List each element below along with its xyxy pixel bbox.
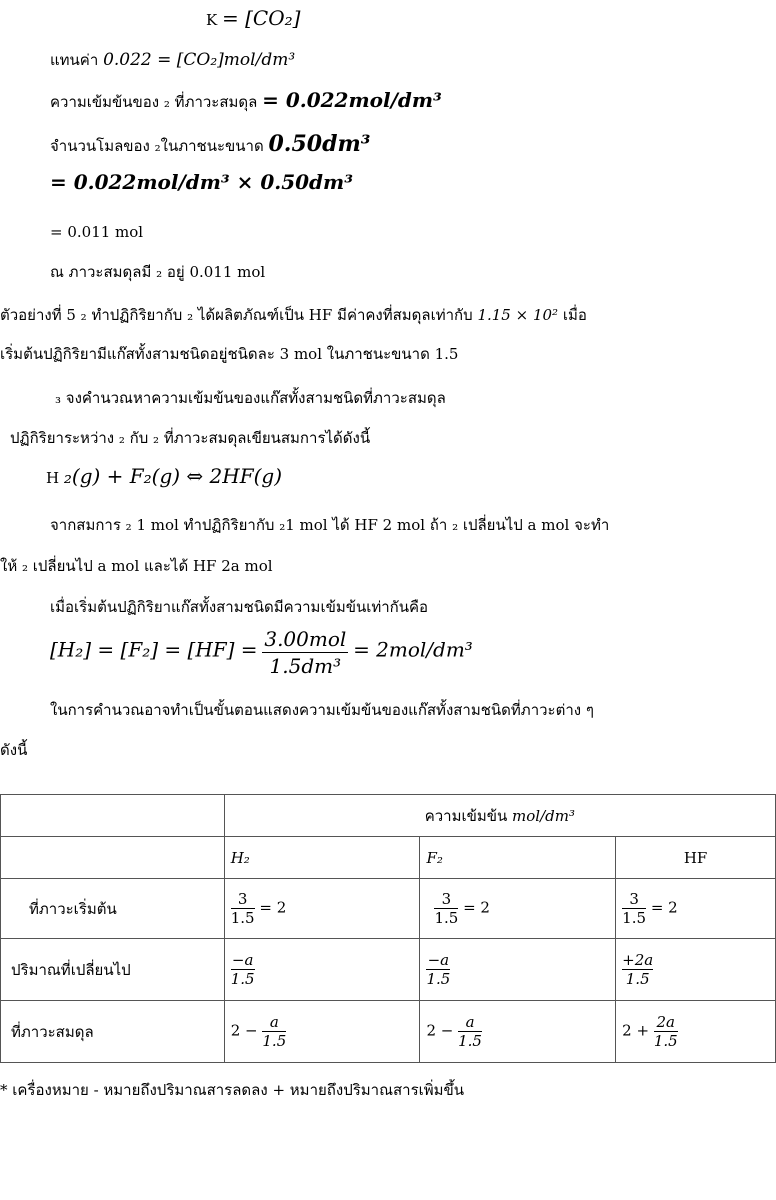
denominator: 1.5: [230, 909, 255, 927]
line-substitute: [50, 50, 295, 70]
substitute-label: แทนค่า: [50, 51, 99, 69]
line-example-5: [0, 305, 587, 325]
column-f2: F₂: [420, 837, 616, 879]
line-reaction-intro: [10, 428, 370, 448]
table-header-cell: [224, 795, 775, 837]
question-text: ₃ จงคำนวณหาความเข้มข้นของแก๊สทั้งสามชนิดที่ภาวะสมดุล: [55, 389, 446, 407]
numerator: a: [269, 1013, 279, 1031]
example-5-text: ตัวอย่างที่ 5 ₂ ทำปฏิกิริยากับ ₂ ได้ผลิตภัณฑ์เป็น HF มีค่าคงที่สมดุลเท่ากับ: [0, 306, 473, 324]
fraction: [262, 1013, 286, 1050]
stoichiometry-cont-text: ให้ ₂ เปลี่ยนไป a mol และได้ HF 2a mol: [0, 557, 273, 575]
line-calculation-intro: [50, 700, 594, 720]
row-change-label: ปริมาณที่เปลี่ยนไป: [1, 939, 225, 1001]
numerator: 3: [629, 890, 639, 908]
table-row-initial: [1, 879, 776, 939]
header-text: ความเข้มข้น: [424, 806, 508, 825]
stoichiometry-text: จากสมการ ₂ 1 mol ทำปฏิกิริยากับ ₂1 mol ได้ HF 2 mol ถ้า ₂ เปลี่ยนไป a mol จะทำ: [50, 516, 610, 534]
cell-change-h2: [224, 939, 420, 1001]
eq-conc-label: ความเข้มข้นของ ₂ ที่ภาวะสมดุล: [50, 93, 258, 111]
cell-equilibrium-h2: [224, 1001, 420, 1063]
moles-calc-formula: = 0.022mol/dm³ × 0.50dm³: [50, 170, 353, 194]
line-stoichiometry-cont: [0, 556, 273, 576]
example-5-tail: เมื่อ: [562, 306, 587, 324]
line-k-expression: [206, 8, 300, 30]
denominator: 1.5: [622, 909, 647, 927]
numerator: 3: [237, 890, 248, 908]
reaction-equation: ₂(g) + F₂(g) ⇔ 2HF(g): [63, 464, 282, 488]
row-equilibrium-label: ที่ภาวะสมดุล: [1, 1001, 225, 1063]
line-moles-calc: [50, 172, 353, 194]
line-stoichiometry: [50, 515, 609, 535]
denominator: 1.5: [458, 1032, 482, 1050]
cell-change-f2: [420, 939, 616, 1001]
cell-equilibrium-hf: [616, 1001, 776, 1063]
prefix: 2 +: [622, 1021, 650, 1040]
numerator: +2a: [622, 951, 654, 969]
footnote: [0, 1080, 464, 1100]
column-hf: HF: [616, 837, 776, 879]
fraction: [654, 1013, 678, 1050]
eq-conc-value: = 0.022mol/dm³: [262, 88, 442, 112]
fraction-denominator: 1.5dm³: [262, 652, 348, 679]
denominator: 1.5: [622, 969, 653, 988]
equals-value: = 2: [259, 898, 287, 917]
line-equilibrium-concentration: [50, 90, 442, 112]
fraction: [458, 1013, 482, 1050]
row-initial-label: ที่ภาวะเริ่มต้น: [1, 879, 225, 939]
h-symbol: H: [46, 469, 60, 487]
numerator: −a: [427, 951, 450, 969]
initial-conc-rhs: = 2mol/dm³: [353, 637, 473, 662]
k-value: 1.15 × 10²: [477, 306, 559, 324]
cell-change-hf: [616, 939, 776, 1001]
substitute-formula: 0.022 = [CO₂]mol/dm³: [103, 50, 296, 70]
table-empty-cell: [1, 837, 225, 879]
table-species-row: [1, 837, 776, 879]
line-initial-condition: [0, 344, 458, 364]
table-row-change: [1, 939, 776, 1001]
equals-value: = 2: [650, 898, 678, 917]
k-formula: = [CO₂]: [222, 6, 301, 30]
fraction: [426, 951, 450, 988]
concentration-table: [0, 794, 776, 1063]
line-moles-result: [50, 222, 143, 242]
line-equilibrium-moles: [50, 262, 265, 282]
fraction-numerator: 3.00mol: [264, 627, 347, 651]
cell-initial-f2: [420, 879, 616, 939]
cell-equilibrium-f2: [420, 1001, 616, 1063]
moles-label: จำนวนโมลของ ₂ในภาชนะขนาด: [50, 137, 264, 155]
column-h2: H₂: [224, 837, 420, 879]
calculation-intro-text: ในการคำนวณอาจทำเป็นขั้นตอนแสดงความเข้มข้นของแก๊สทั้งสามชนิดที่ภาวะต่าง ๆ: [50, 701, 594, 719]
numerator: 3: [441, 890, 452, 908]
reaction-intro-text: ปฏิกิริยาระหว่าง ₂ กับ ₂ ที่ภาวะสมดุลเขียนสมการได้ดังนี้: [10, 429, 371, 447]
line-reaction-equation: [46, 466, 282, 488]
table-corner-cell: [1, 795, 225, 837]
equilibrium-moles-text: ณ ภาวะสมดุลมี ₂ อยู่ 0.011 mol: [50, 263, 266, 281]
cell-initial-hf: [616, 879, 776, 939]
moles-result: = 0.011 mol: [50, 223, 144, 241]
prefix: 2 −: [426, 1021, 454, 1040]
line-moles-in-vessel: [50, 131, 371, 157]
fraction: [231, 890, 255, 927]
as-follows-text: ดังนี้: [0, 741, 28, 759]
numerator: 2a: [656, 1013, 676, 1031]
denominator: 1.5: [653, 1032, 678, 1050]
prefix: 2 −: [230, 1021, 258, 1040]
fraction: [231, 951, 255, 988]
numerator: a: [465, 1013, 475, 1031]
denominator: 1.5: [230, 970, 255, 988]
fraction: [622, 890, 646, 927]
numerator: −a: [231, 951, 254, 969]
line-initial-equal: [50, 597, 428, 617]
initial-conc-fraction: [262, 626, 348, 679]
k-symbol: K: [206, 11, 218, 29]
header-unit: mol/dm³: [512, 806, 575, 825]
denominator: 1.5: [426, 970, 451, 988]
fraction: [622, 951, 653, 988]
denominator: 1.5: [434, 909, 459, 927]
footnote-text: * เครื่องหมาย - หมายถึงปริมาณสารลดลง + หมายถึงปริมาณสารเพิ่มขึ้น: [0, 1081, 465, 1099]
fraction: [434, 890, 458, 927]
denominator: 1.5: [262, 1032, 287, 1050]
initial-condition-text: เริ่มต้นปฏิกิริยามีแก๊สทั้งสามชนิดอยู่ชนิดละ 3 mol ในภาชนะขนาด 1.5: [0, 345, 459, 363]
table-row-equilibrium: [1, 1001, 776, 1063]
equals-value: = 2: [463, 898, 490, 917]
table-header-row: [1, 795, 776, 837]
line-as-follows: [0, 740, 27, 760]
line-question: [55, 388, 446, 408]
vessel-volume: 0.50dm³: [268, 131, 371, 157]
initial-equal-text: เมื่อเริ่มต้นปฏิกิริยาแก๊สทั้งสามชนิดมีความเข้มข้นเท่ากันคือ: [50, 598, 429, 616]
line-initial-concentration: [50, 626, 473, 679]
cell-initial-h2: [224, 879, 420, 939]
initial-conc-lhs: [H₂] = [F₂] = [HF] =: [50, 637, 258, 662]
